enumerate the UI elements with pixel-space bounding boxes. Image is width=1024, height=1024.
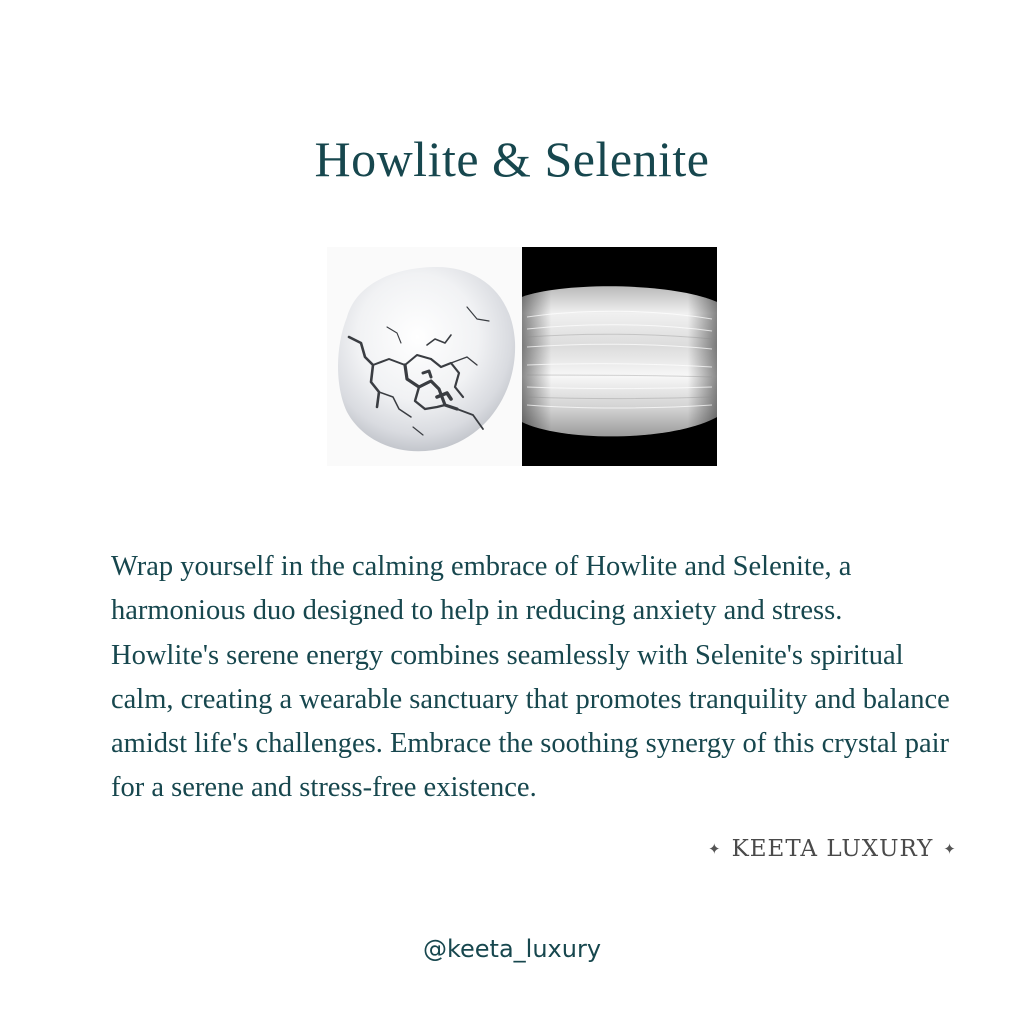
howlite-stone-image — [327, 247, 522, 466]
stone-images — [327, 247, 717, 466]
sparkle-icon: ✦ — [708, 840, 722, 858]
sparkle-icon: ✦ — [943, 840, 957, 858]
brand-name: KEETA LUXURY — [731, 836, 934, 862]
description-text: Wrap yourself in the calming embrace of Howlite and Selenite, a harmonious duo designed to help in reducing anxiety and stress. Howlite's serene energy combines seamlessly with Selenite's spiritual calm, creating a wearable sanctuary that promotes tranquility and balance amidst life's challenges. Embrace the soothing synergy of this crystal pair for a serene and stress-free existence. — [111, 551, 950, 804]
social-handle: @keeta_luxury — [422, 935, 602, 963]
page-title: Howlite & Selenite — [314, 131, 710, 187]
selenite-stone-image — [522, 247, 717, 466]
brand-watermark — [708, 834, 968, 864]
